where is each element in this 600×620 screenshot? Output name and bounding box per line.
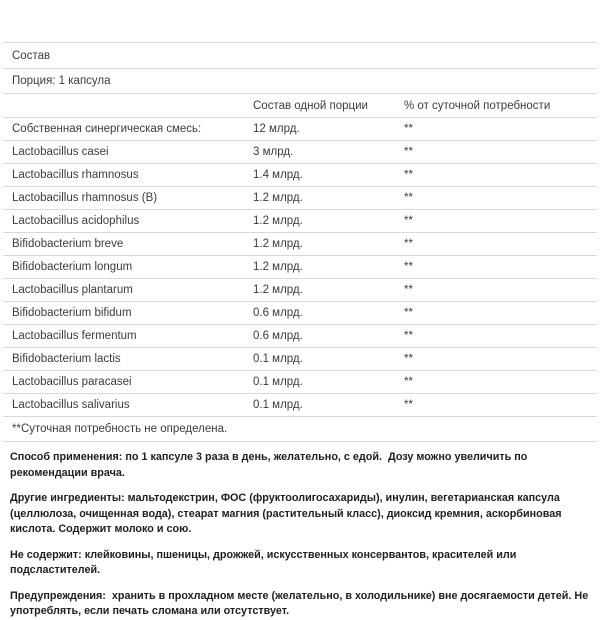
table-header-row (3, 94, 597, 118)
section-title-row (3, 43, 597, 69)
ingredient-daily-value: ** (404, 215, 413, 227)
composition-table (3, 42, 597, 442)
ingredient-name: Lactobacillus plantarum (12, 284, 133, 296)
ingredient-daily-value: ** (404, 169, 413, 181)
ingredient-row (3, 164, 597, 187)
ingredient-row (3, 279, 597, 302)
ingredient-amount: 1.2 млрд. (253, 215, 303, 227)
ingredient-amount: 0.1 млрд. (253, 376, 303, 388)
ingredient-name: Lactobacillus salivarius (12, 399, 130, 411)
other-ingredients-paragraph: Другие ингредиенты: мальтодекстрин, ФОС (фруктоолигосахариды), инулин, вегетарианская капсула (целлюлоза, очищенная вода), стеарат магния (растительный класс), диоксид кремния, аскорбиновая кислота. Содержит молоко и сою. (10, 492, 565, 535)
ingredient-daily-value: ** (404, 123, 413, 135)
ingredient-row (3, 187, 597, 210)
ingredient-row (3, 348, 597, 371)
ingredient-name: Bifidobacterium longum (12, 261, 133, 273)
ingredient-daily-value: ** (404, 284, 413, 296)
ingredient-name: Собственная синергическая смесь: (12, 123, 202, 135)
ingredient-amount: 1.2 млрд. (253, 284, 303, 296)
ingredient-amount: 1.2 млрд. (253, 192, 303, 204)
ingredient-amount: 1.2 млрд. (253, 238, 303, 250)
ingredient-daily-value: ** (404, 399, 413, 411)
ingredient-row (3, 118, 597, 141)
ingredient-amount: 1.4 млрд. (253, 169, 303, 181)
directions-paragraph: Способ применения: по 1 капсуле 3 раза в день, желательно, с едой. Дозу можно увеличить по рекомендации врача. (10, 451, 531, 479)
ingredient-row (3, 371, 597, 394)
daily-value-footnote: **Суточная потребность не определена. (12, 423, 228, 435)
ingredient-name: Bifidobacterium lactis (12, 353, 121, 365)
ingredient-row (3, 141, 597, 164)
ingredient-daily-value: ** (404, 192, 413, 204)
ingredient-daily-value: ** (404, 353, 413, 365)
footnote-row (3, 417, 597, 442)
info-paragraphs (10, 450, 593, 620)
ingredient-name: Lactobacillus rhamnosus (B) (12, 192, 158, 204)
ingredient-amount: 12 млрд. (253, 123, 300, 135)
section-title: Состав (12, 49, 51, 62)
ingredient-name: Lactobacillus fermentum (12, 330, 137, 342)
warnings-paragraph: Предупреждения: хранить в прохладном месте (желательно, в холодильнике) вне досягаемости детей. Не употреблять, если печать сломана или отсутствует. (10, 589, 592, 617)
ingredient-row (3, 302, 597, 325)
column-header-amount: Состав одной порции (253, 99, 368, 112)
ingredient-rows (3, 118, 597, 417)
ingredient-amount: 0.6 млрд. (253, 307, 303, 319)
ingredient-row (3, 394, 597, 417)
ingredient-name: Bifidobacterium breve (12, 238, 124, 250)
ingredient-amount: 3 млрд. (253, 146, 294, 158)
ingredient-daily-value: ** (404, 307, 413, 319)
ingredient-daily-value: ** (404, 238, 413, 250)
ingredient-amount: 1.2 млрд. (253, 261, 303, 273)
ingredient-daily-value: ** (404, 376, 413, 388)
ingredient-daily-value: ** (404, 261, 413, 273)
ingredient-amount: 0.1 млрд. (253, 353, 303, 365)
ingredient-daily-value: ** (404, 330, 413, 342)
ingredient-name: Lactobacillus acidophilus (12, 215, 140, 227)
does-not-contain-paragraph: Не содержит: клейковины, пшеницы, дрожжей, искусственных консервантов, красителей или подсластителей. (10, 548, 520, 576)
ingredient-name: Bifidobacterium bifidum (12, 307, 132, 319)
ingredient-name: Lactobacillus paracasei (12, 376, 132, 388)
ingredient-amount: 0.6 млрд. (253, 330, 303, 342)
ingredient-name: Lactobacillus rhamnosus (12, 169, 139, 181)
ingredient-row (3, 256, 597, 279)
column-header-daily-value: % от суточной потребности (404, 99, 551, 112)
ingredient-row (3, 325, 597, 348)
ingredient-row (3, 233, 597, 256)
ingredient-amount: 0.1 млрд. (253, 399, 303, 411)
ingredient-daily-value: ** (404, 146, 413, 158)
ingredient-name: Lactobacillus casei (12, 146, 109, 158)
serving-size-row (3, 69, 597, 94)
serving-size: Порция: 1 капсула (12, 75, 111, 87)
ingredient-row (3, 210, 597, 233)
